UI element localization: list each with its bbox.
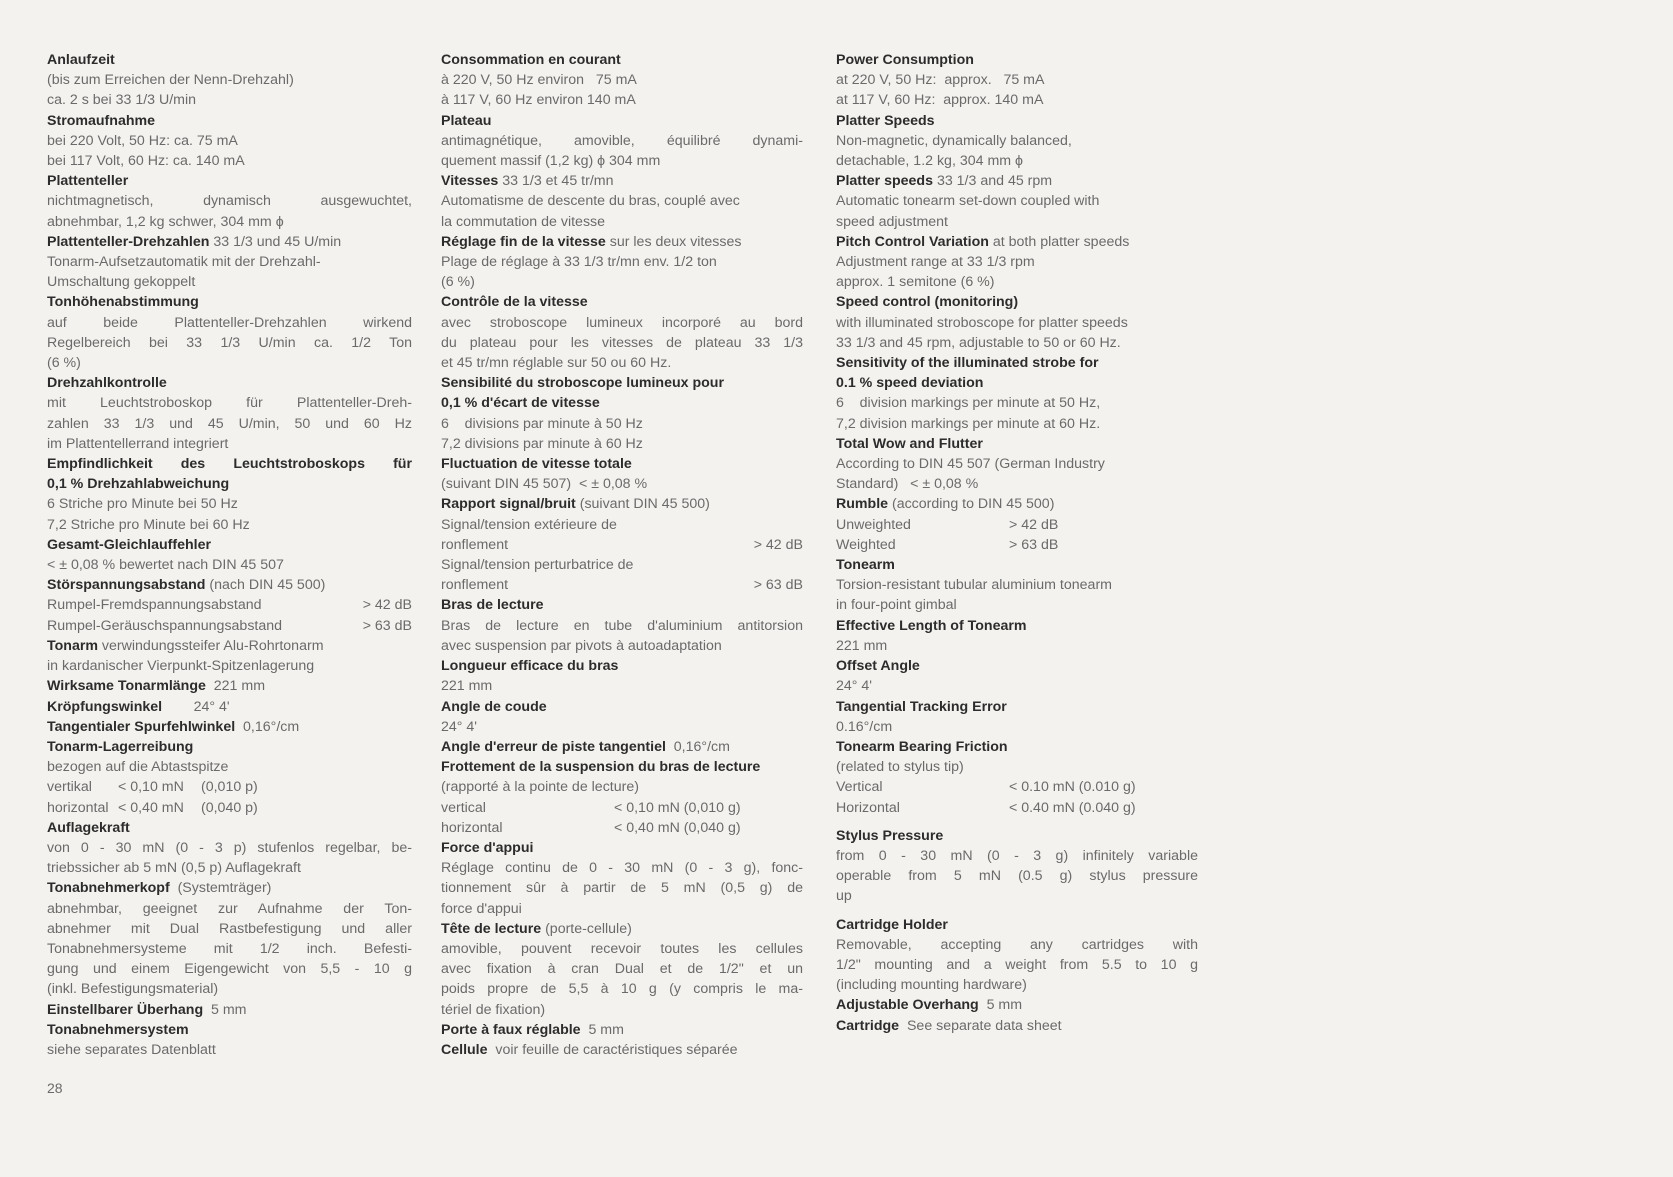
spec-title: Stylus Pressure bbox=[836, 827, 944, 844]
spec-stylus-pressure: Stylus Pressure from 0 - 30 mN (0 - 3 g) infinitely variable operable from 5 mN (0.5 g) stylus pressure up bbox=[836, 827, 1198, 905]
spec-title: Power Consumption bbox=[836, 52, 974, 68]
spec-tonarm: Tonarm verwindungssteifer Alu-Rohrtonarm in kardanischer Vierpunkt-Spitzenlagerung bbox=[47, 637, 324, 675]
spec-tonabnehmersystem: Tonabnehmersystem siehe separates Datenblatt bbox=[47, 1020, 412, 1060]
spec-pitch-control: Pitch Control Variation at both platter speeds Adjustment range at 33 1/3 rpm approx. 1 semitone (6 %) bbox=[836, 233, 1130, 291]
spec-title: Speed control (monitoring) bbox=[836, 294, 1019, 311]
spec-title: Tonabnehmerkopf bbox=[47, 880, 170, 897]
spec-title: Tête de lecture bbox=[441, 920, 542, 937]
spec-erreur-piste: Angle d'erreur de piste tangentiel 0,16°/cm bbox=[441, 738, 730, 755]
spec-title: Plateau bbox=[441, 112, 492, 129]
page-number: 28 bbox=[47, 1080, 63, 1096]
spec-rumble: Rumble (according to DIN 45 500) Unweighted > 42 dB Weighted > 63 dB bbox=[836, 496, 1059, 553]
spec-title: Wirksame Tonarmlänge bbox=[47, 678, 206, 695]
spec-auflagekraft: Auflagekraft von 0 - 30 mN (0 - 3 p) stufenlos regelbar, be- triebssicher ab 5 mN (0,5 p) Auflagekraft bbox=[47, 819, 412, 877]
spec-porte-a-faux: Porte à faux réglable 5 mm bbox=[441, 1021, 624, 1038]
spec-title: Drehzahlkontrolle bbox=[47, 375, 167, 392]
column-french bbox=[441, 50, 803, 1060]
spec-title: Offset Angle bbox=[836, 658, 920, 675]
spec-title: Total Wow and Flutter bbox=[836, 435, 983, 452]
spec-title: Kröpfungswinkel bbox=[47, 698, 163, 715]
column-german bbox=[47, 50, 412, 1060]
spec-platter: Platter Speeds Non-magnetic, dynamically balanced, detachable, 1.2 kg, 304 mm ϕ bbox=[836, 111, 1198, 172]
spec-anlaufzeit: Anlaufzeit (bis zum Erreichen der Nenn-Drehzahl) ca. 2 s bei 33 1/3 U/min bbox=[47, 50, 412, 111]
spec-wow-flutter: Total Wow and Flutter According to DIN 45 507 (German Industry Standard) < ± 0,08 % bbox=[836, 434, 1198, 495]
spec-title: Fluctuation de vitesse totale bbox=[441, 456, 632, 473]
spec-rapport-signal: Rapport signal/bruit (suivant DIN 45 500) Signal/tension extérieure de ronflement > 42 dB Signal/tension perturbatrice de ronflement > 63 dB bbox=[441, 496, 803, 594]
spec-kroepfungswinkel: Kröpfungswinkel 24° 4' bbox=[47, 698, 230, 715]
spec-adjustable-overhang: Adjustable Overhang 5 mm bbox=[836, 997, 1023, 1014]
spec-drehzahlkontrolle: Drehzahlkontrolle mit Leuchtstroboskop für Plattenteller-Dreh- zahlen 33 1/3 und 45 U/min, 50 und 60 Hz im Plattentellerrand integriert bbox=[47, 375, 412, 452]
spec-title: Contrôle de la vitesse bbox=[441, 294, 588, 311]
spec-title: Auflagekraft bbox=[47, 819, 130, 836]
spec-title: Einstellbarer Überhang bbox=[47, 1001, 204, 1018]
spec-title: Störspannungsabstand bbox=[47, 577, 206, 594]
spec-cartridge-holder: Cartridge Holder Removable, accepting any cartridges with 1/2" mounting and a weight from 5.5 to 10 g (including mounting hardware) bbox=[836, 916, 1198, 994]
spec-plateau: Plateau antimagnétique, amovible, équilibré dynami- quement massif (1,2 kg) ϕ 304 mm bbox=[441, 112, 803, 170]
spec-title: Cartridge bbox=[836, 1017, 900, 1034]
spec-sensibilite: Sensibilité du stroboscope lumineux pour 0,1 % d'écart de vitesse 6 divisions par minute à 50 Hz 7,2 divisions par minute à 60 Hz bbox=[441, 373, 803, 454]
spec-title: Plattenteller-Drehzahlen bbox=[47, 233, 210, 250]
spec-title: Rapport signal/bruit bbox=[441, 496, 576, 513]
spec-title: Platter Speeds bbox=[836, 112, 935, 129]
spec-tonhoehe: Tonhöhenabstimmung auf beide Plattenteller-Drehzahlen wirkend Regelbereich bei 33 1/3 U/min ca. 1/2 Ton (6 %) bbox=[47, 294, 412, 372]
spec-title: Pitch Control Variation bbox=[836, 233, 989, 250]
spec-empfindlichkeit: Empfindlichkeit des Leuchtstroboskops für 0,1 % Drehzahlabweichung 6 Striche pro Minute bei 50 Hz 7,2 Striche pro Minute bei 60 Hz bbox=[47, 456, 412, 533]
spec-tracking-error: Tangential Tracking Error 0.16°/cm bbox=[836, 697, 1198, 737]
spec-coude: Angle de coude 24° 4' bbox=[441, 697, 803, 737]
spec-bearing-friction: Tonearm Bearing Friction (related to stylus tip) Vertical < 0.10 mN (0.010 g) Horizontal < 0.40 mN (0.040 g) bbox=[836, 737, 1198, 818]
spec-title: Angle de coude bbox=[441, 698, 547, 715]
spec-title: Empfindlichkeit des Leuchtstroboskops für bbox=[47, 456, 412, 473]
spec-title: Gesamt-Gleichlauffehler bbox=[47, 536, 211, 553]
spec-title: Effective Length of Tonearm bbox=[836, 617, 1027, 634]
spec-title: Tonabnehmersystem bbox=[47, 1021, 189, 1038]
spec-title: Longueur efficace du bras bbox=[441, 658, 619, 675]
spec-tete-lecture: Tête de lecture (porte-cellule) amovible, pouvent recevoir toutes les cellules avec fixation à cran Dual et de 1/2" et un poids propre de 5,5 à 10 g (y compris le ma- tériel de fixation) bbox=[441, 920, 803, 1018]
spec-title: Consommation en courant bbox=[441, 52, 621, 68]
spec-plattenteller: Plattenteller nichtmagnetisch, dynamisch ausgewuchtet, abnehmbar, 1,2 kg schwer, 304 mm ϕ bbox=[47, 173, 412, 230]
spec-title: Tonearm bbox=[836, 557, 895, 574]
spec-effective-length: Effective Length of Tonearm 221 mm bbox=[836, 616, 1198, 656]
spec-title: Tonarm-Lagerreibung bbox=[47, 738, 194, 755]
spec-title: Anlaufzeit bbox=[47, 52, 115, 68]
column-english bbox=[836, 50, 1198, 1036]
spec-tonarmlaenge: Wirksame Tonarmlänge 221 mm bbox=[47, 678, 266, 695]
spec-title: Cartridge Holder bbox=[836, 916, 948, 933]
spec-stoerspannung: Störspannungsabstand (nach DIN 45 500) Rumpel-Fremdspannungsabstand > 42 dB Rumpel-Geräuschspannungsabstand > 63 dB bbox=[47, 577, 412, 634]
spec-title: Tonearm Bearing Friction bbox=[836, 738, 1008, 755]
spec-longueur: Longueur efficace du bras 221 mm bbox=[441, 656, 803, 696]
spec-title: Tonarm bbox=[47, 637, 98, 654]
spec-reglage-fin: Réglage fin de la vitesse sur les deux vitesses Plage de réglage à 33 1/3 tr/mn env. 1/2 ton (6 %) bbox=[441, 233, 742, 291]
spec-bras: Bras de lecture Bras de lecture en tube d'aluminium antitorsion avec suspension par pivots à autoadaptation bbox=[441, 597, 803, 654]
spec-title: Porte à faux réglable bbox=[441, 1021, 581, 1038]
spec-ueberhang: Einstellbarer Überhang 5 mm bbox=[47, 1001, 247, 1018]
spec-stromaufnahme: Stromaufnahme bei 220 Volt, 50 Hz: ca. 75 mA bei 117 Volt, 60 Hz: ca. 140 mA bbox=[47, 111, 412, 172]
spec-drehzahlen: Plattenteller-Drehzahlen 33 1/3 und 45 U/min Tonarm-Aufsetzautomatik mit der Drehzahl- Umschaltung gekoppelt bbox=[47, 233, 342, 291]
spec-power-consumption: Power Consumption at 220 V, 50 Hz: approx. 75 mA at 117 V, 60 Hz: approx. 140 mA bbox=[836, 50, 1198, 111]
spec-platter-speeds: Platter speeds 33 1/3 and 45 rpm Automatic tonearm set-down coupled with speed adjustment bbox=[836, 173, 1100, 230]
spec-frottement: Frottement de la suspension du bras de lecture (rapporté à la pointe de lecture) vertical < 0,10 mN (0,010 g) horizontal < 0,40 mN (0,040 g) bbox=[441, 757, 803, 838]
spec-consommation: Consommation en courant à 220 V, 50 Hz environ 75 mA à 117 V, 60 Hz environ 140 mA bbox=[441, 50, 803, 111]
spec-tonearm: Tonearm Torsion-resistant tubular aluminium tonearm in four-point gimbal bbox=[836, 555, 1198, 616]
spec-title: Plattenteller bbox=[47, 173, 129, 190]
spec-title: Tangential Tracking Error bbox=[836, 698, 1007, 715]
spec-spurfehlwinkel: Tangentialer Spurfehlwinkel 0,16°/cm bbox=[47, 718, 300, 735]
spec-title: Bras de lecture bbox=[441, 597, 544, 614]
spec-title: Force d'appui bbox=[441, 839, 534, 856]
spec-lagerreibung: Tonarm-Lagerreibung bezogen auf die Abtastspitze vertikal < 0,10 mN (0,010 p) horizontal < 0,40 mN (0,040 p) bbox=[47, 737, 412, 818]
spec-title: Frottement de la suspension du bras de lecture bbox=[441, 759, 761, 776]
spec-title: Sensitivity of the illuminated strobe for bbox=[836, 355, 1099, 372]
spec-tonabnehmerkopf: Tonabnehmerkopf (Systemträger) abnehmbar, geeignet zur Aufnahme der Ton- abnehmer mit Dual Rastbefestigung und aller Tonabnehmersysteme mit 1/2 inch. Befesti- gung und einem Eigengewicht von 5,5 - 10 g (inkl. Befestigungsmaterial) bbox=[47, 880, 412, 998]
spec-title: Sensibilité du stroboscope lumineux pour bbox=[441, 375, 724, 392]
spec-controle-vitesse: Contrôle de la vitesse avec stroboscope lumineux incorporé au bord du plateau pour les vitesses de plateau 33 1/3 et 45 tr/mn réglable sur 50 ou 60 Hz. bbox=[441, 294, 803, 372]
spec-title: Stromaufnahme bbox=[47, 112, 155, 129]
spec-title: Rumble bbox=[836, 496, 889, 513]
spec-title: Adjustable Overhang bbox=[836, 997, 979, 1014]
spec-title: Tonhöhenabstimmung bbox=[47, 294, 199, 311]
spec-title: Tangentialer Spurfehlwinkel bbox=[47, 718, 236, 735]
spec-title: Vitesses bbox=[441, 173, 499, 190]
spec-sensitivity: Sensitivity of the illuminated strobe for 0.1 % speed deviation 6 division markings per minute at 50 Hz, 7,2 division markings per minute at 60 Hz. bbox=[836, 353, 1198, 434]
spec-cartridge: Cartridge See separate data sheet bbox=[836, 1017, 1062, 1034]
spec-fluctuation: Fluctuation de vitesse totale (suivant DIN 45 507) < ± 0,08 % bbox=[441, 454, 803, 494]
spec-cellule: Cellule voir feuille de caractéristiques séparée bbox=[441, 1041, 738, 1058]
spec-gleichlauf: Gesamt-Gleichlauffehler < ± 0,08 % bewertet nach DIN 45 507 bbox=[47, 535, 412, 575]
spec-offset-angle: Offset Angle 24° 4' bbox=[836, 656, 1198, 696]
spec-force-appui: Force d'appui Réglage continu de 0 - 30 mN (0 - 3 g), fonc- tionnement sûr à partir de 5 mN (0,5 g) de force d'appui bbox=[441, 839, 803, 917]
spec-title: Cellule bbox=[441, 1041, 488, 1058]
spec-title: Angle d'erreur de piste tangentiel bbox=[441, 738, 666, 755]
spec-title: Platter speeds bbox=[836, 173, 933, 190]
spec-vitesses: Vitesses 33 1/3 et 45 tr/mn Automatisme de descente du bras, couplé avec la commutation de vitesse bbox=[441, 173, 740, 230]
spec-speed-control: Speed control (monitoring) with illuminated stroboscope for platter speeds 33 1/3 and 45 rpm, adjustable to 50 or 60 Hz. bbox=[836, 292, 1198, 353]
spec-title: Réglage fin de la vitesse bbox=[441, 233, 606, 250]
